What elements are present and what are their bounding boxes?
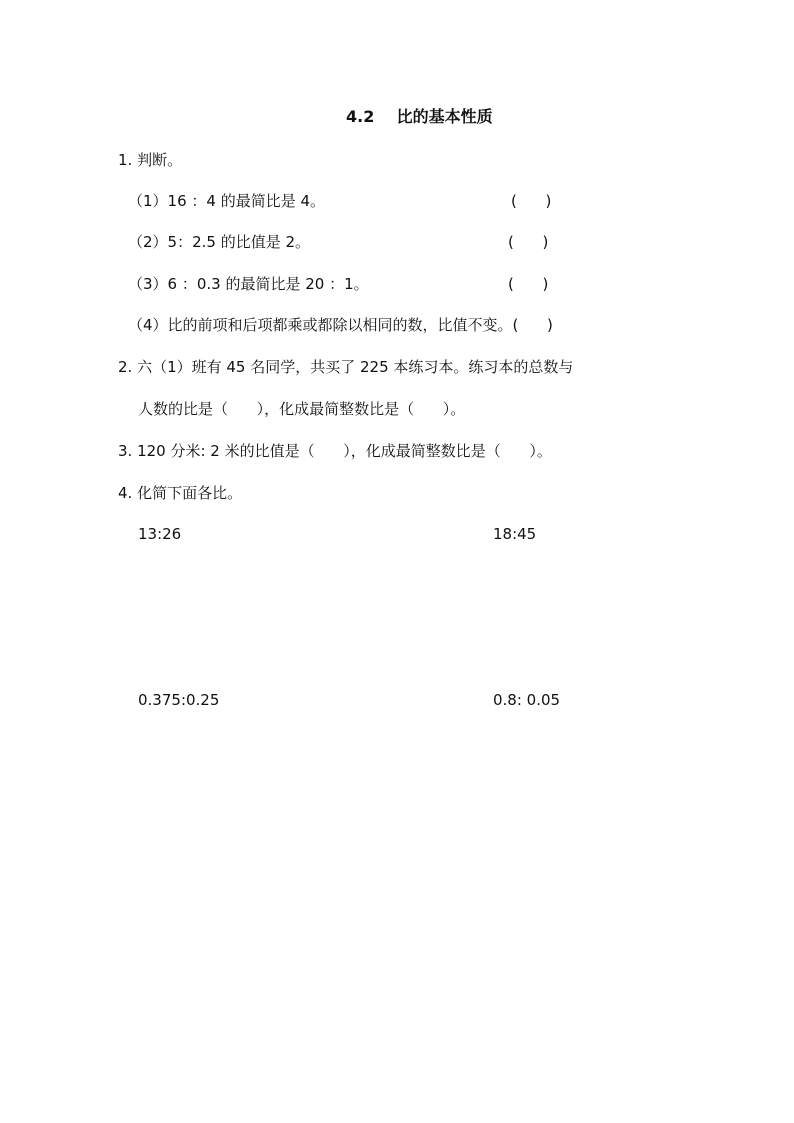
q2-line-2: 人数的比是（ ），化成最简整数比是（ ）。 — [138, 400, 466, 418]
q1-item-3-text: （3）6 ：0.3 的最简比是 20 ：1。 — [128, 275, 369, 293]
ratio-1: 13:26 — [138, 525, 182, 543]
ratio-3: 0.375:0.25 — [138, 691, 220, 709]
q1-item-1-text: （1）16 ：4 的最简比是 4。 — [128, 192, 326, 210]
page-title: 4.2 比的基本性质 — [346, 107, 493, 126]
q1-item-2-answer-blank[interactable]: ( ) — [508, 233, 549, 251]
q1-item-2-text: （2）5：2.5 的比值是 2。 — [128, 233, 311, 251]
ratio-4: 0.8: 0.05 — [493, 691, 561, 709]
q1-item-3-answer-blank[interactable]: ( ) — [508, 275, 549, 293]
q4-heading: 4. 化简下面各比。 — [118, 484, 243, 502]
q1-item-1-answer-blank[interactable]: ( ) — [511, 192, 552, 210]
ratio-2: 18:45 — [493, 525, 537, 543]
q1-item-4-text: （4）比的前项和后项都乘或都除以相同的数，比值不变。( ) — [128, 316, 553, 334]
q1-heading: 1. 判断。 — [118, 151, 183, 169]
q2-line-1: 2. 六（1）班有 45 名同学，共买了 225 本练习本。练习本的总数与 — [118, 358, 574, 376]
q3-text: 3. 120 分米: 2 米的比值是（ ），化成最简整数比是（ ）。 — [118, 442, 552, 460]
